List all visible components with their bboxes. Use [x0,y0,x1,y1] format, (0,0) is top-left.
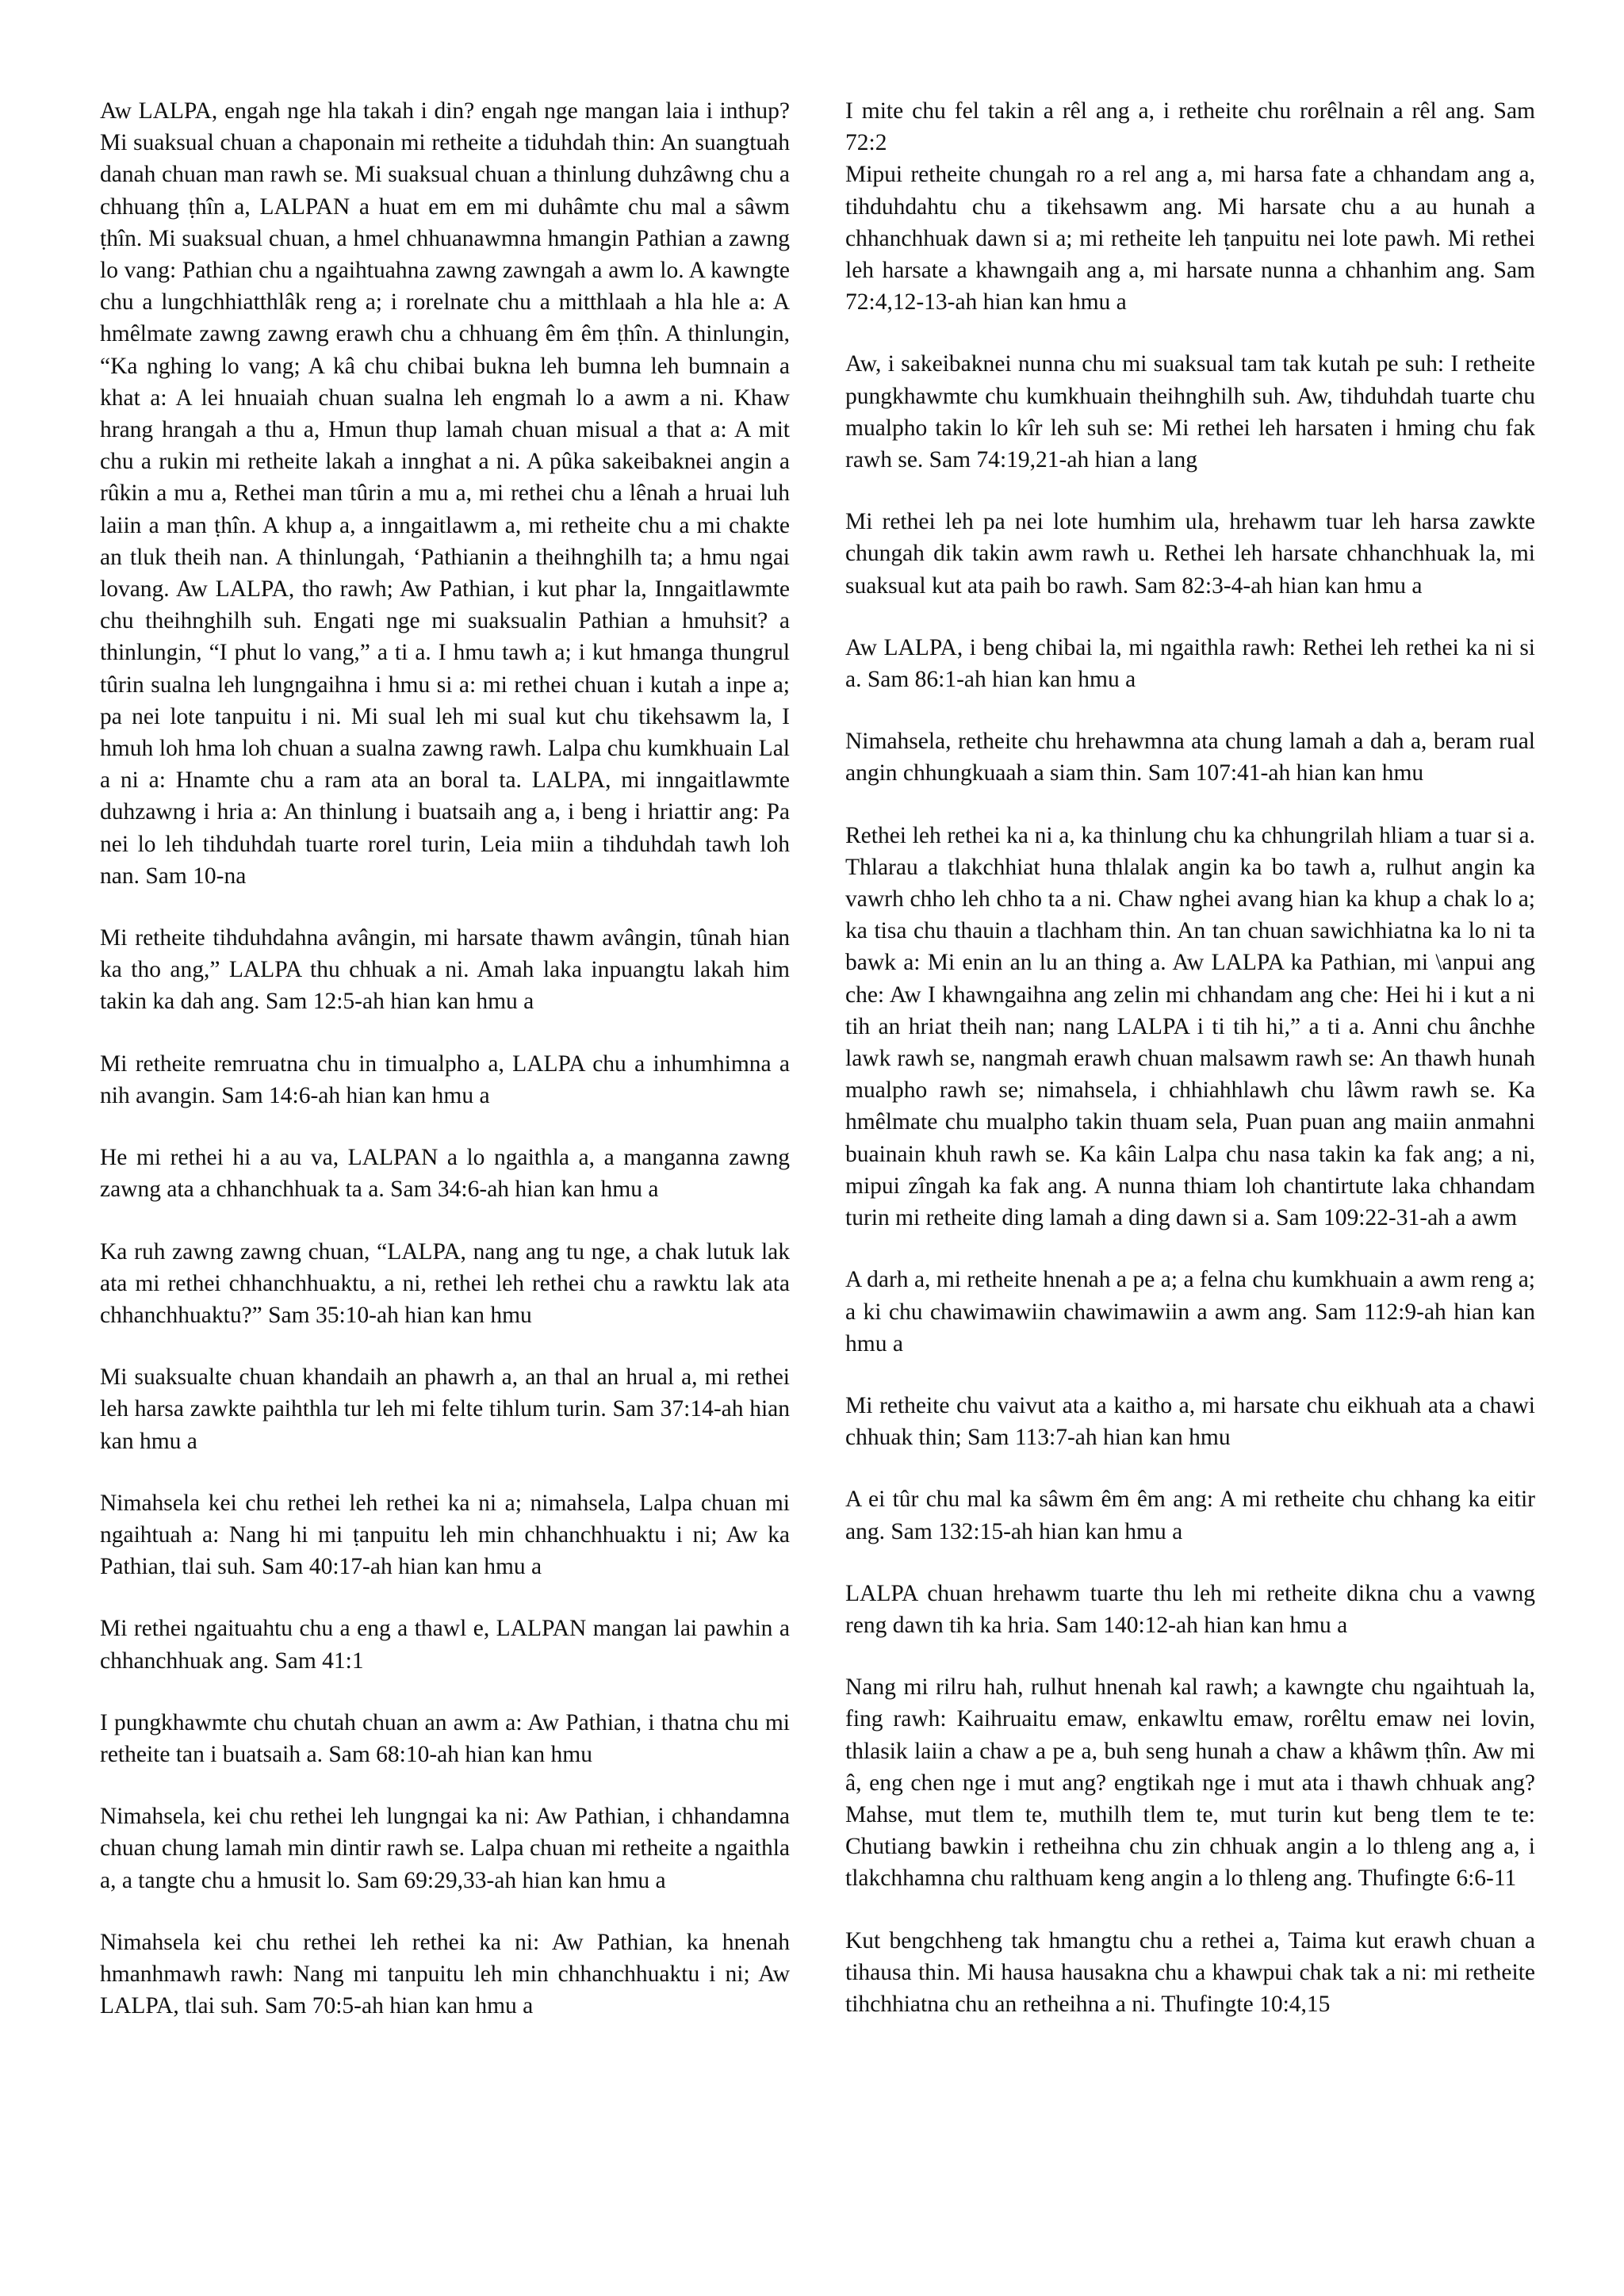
paragraph: Aw LALPA, engah nge hla takah i din? engah nge mangan laia i inthup? Mi suaksual chuan a chaponain mi retheite a tiduhdah thin: An suangtuah danah chuan man rawh se. Mi suaksual chuan a thinlung duhzâwng chu a chhuang ṭhîn a, LALPAN a huat em em mi duhâmte chu mal a sâwm ṭhîn. Mi suaksual chuan, a hmel chhuanawmna hmangin Pathian a zawng lo vang: Pathian chu a ngaihtuahna zawng zawngah a awm lo. A kawngte chu a lungchhiatthlâk reng a; i rorelnate chu a mitthlaah a hla hle a: A hmêlmate zawng zawng erawh chu a chhuang êm êm ṭhîn. A thinlungin, “Ka nghing lo vang; A kâ chu chibai bukna leh bumna leh bumnain a khat a: A lei hnuaiah chuan sualna leh engmah lo a awm a ni. Khaw hrang hrangah a thu a, Hmun thup lamah chuan misual a that a: A mit chu a rukin mi retheite lakah a innghat a ni. A pûka sakeibaknei angin a rûkin a mu a, Rethei man tûrin a mu a, mi rethei chu a lênah a hruai luh laiin a man ṭhîn. A khup a, a inngaitlawm a, mi retheite chu a mi chakte an tluk theih nan. A thinlungah, ‘Pathianin a theihnghilh ta; a hmu ngai lovang. Aw LALPA, tho rawh; Aw Pathian, i kut phar la, Inngaitlawmte chu theihnghilh suh. Engati nge mi suaksualin Pathian a hmuhsit? a thinlungin, “I phut lo vang,” a ti a. I hmu tawh a; i kut hmanga thungrul tûrin sualna leh lungngaihna i hmu si a: mi rethei chuan i kutah a inpe a; pa nei lote tanpuitu i ni. Mi sual leh mi sual kut chu tikehsawm la, I hmuh loh hma loh chuan a sualna zawng rawh. Lalpa chu kumkhuain Lal a ni a: Hnamte chu a ram ata an boral ta. LALPA, mi inngaitlawmte duhzawng i hria a: An thinlung i buatsaih ang a, i beng i hriattir ang: Pa nei lo leh tihduhdah tuarte rorel turin, Leia miin a tihduhdah tawh loh nan. Sam 10-na [100,98,790,889]
paragraph: I mite chu fel takin a rêl ang a, i retheite chu rorêlnain a rêl ang. Sam 72:2 Mipui retheite chungah ro a rel ang a, mi harsa fate a chhandam ang a, tihduhdahtu chu a tikehsawm ang. Mi harsate chu a au hunah a chhanchhuak dawn si a; mi retheite leh ṭanpuitu nei lote pawh. Mi rethei leh harsate a khawngaih ang a, mi harsate nunna a chhanhim ang. Sam 72:4,12-13-ah hian kan hmu a [845,98,1535,316]
paragraph: Mi rethei leh pa nei lote humhim ula, hrehawm tuar leh harsa zawkte chungah dik takin awm rawh u. Rethei leh harsate chhanchhuak la, mi suaksual kut ata paih bo rawh. Sam 82:3-4-ah hian kan hmu a [845,509,1535,599]
paragraph: LALPA chuan hrehawm tuarte thu leh mi retheite dikna chu a vawng reng dawn tih ka hria. Sam 140:12-ah hian kan hmu a [845,1580,1535,1638]
paragraph: Nimahsela kei chu rethei leh rethei ka ni: Aw Pathian, ka hnenah hmanhmawh rawh: Nang mi tanpuitu leh min chhanchhuaktu i ni; Aw LALPA, tlai suh. Sam 70:5-ah hian kan hmu a [100,1929,790,2019]
paragraph: A darh a, mi retheite hnenah a pe a; a felna chu kumkhuain a awm reng a; a ki chu chawimawiin chawimawiin a awm ang. Sam 112:9-ah hian kan hmu a [845,1267,1535,1357]
paragraph: Nimahsela, retheite chu hrehawmna ata chung lamah a dah a, beram rual angin chhungkuaah a siam thin. Sam 107:41-ah hian kan hmu [845,729,1535,786]
right-column [845,95,1535,2050]
paragraph: A ei tûr chu mal ka sâwm êm êm ang: A mi retheite chu chhang ka eitir ang. Sam 132:15-ah hian kan hmu a [845,1487,1535,1544]
left-column [100,95,790,2052]
paragraph: Mi suaksualte chuan khandaih an phawrh a, an thal an hrual a, mi rethei leh harsa zawkte paihthla tur leh mi felte tihlum turin. Sam 37:14-ah hian kan hmu a [100,1364,790,1454]
paragraph: Mi retheite tihduhdahna avângin, mi harsate thawm avângin, tûnah hian ka tho ang,” LALPA thu chhuak a ni. Amah laka inpuangtu lakah him takin ka dah ang. Sam 12:5-ah hian kan hmu a [100,925,790,1015]
paragraph: Mi rethei ngaituahtu chu a eng a thawl e, LALPAN mangan lai pawhin a chhanchhuak ang. Sam 41:1 [100,1616,790,1674]
paragraph: He mi rethei hi a au va, LALPAN a lo ngaithla a, a manganna zawng zawng ata a chhanchhuak ta a. Sam 34:6-ah hian kan hmu a [100,1145,790,1203]
paragraph: Kut bengchheng tak hmangtu chu a rethei a, Taima kut erawh chuan a tihausa thin. Mi hausa hausakna chu a khawpui chak tak a ni: mi retheite tihchhiatna chu an retheihna a ni. Thufingte 10:4,15 [845,1927,1535,2017]
paragraph: I pungkhawmte chu chutah chuan an awm a: Aw Pathian, i thatna chu mi retheite tan i buatsaih a. Sam 68:10-ah hian kan hmu [100,1709,790,1767]
paragraph: Mi retheite remruatna chu in timualpho a, LALPA chu a inhumhimna a nih avangin. Sam 14:6-ah hian kan hmu a [100,1050,790,1108]
paragraph: Nimahsela, kei chu rethei leh lungngai ka ni: Aw Pathian, i chhandamna chuan chung lamah min dintir rawh se. Lalpa chuan mi retheite a ngaithla a, a tangte chu a hmusit lo. Sam 69:29,33-ah hian kan hmu a [100,1804,790,1893]
paragraph: Mi retheite chu vaivut ata a kaitho a, mi harsate chu eikhuah ata a chawi chhuak thin; Sam 113:7-ah hian kan hmu [845,1392,1535,1451]
paragraph: Rethei leh rethei ka ni a, ka thinlung chu ka chhungrilah hliam a tuar si a. Thlarau a tlakchhiat huna thlalak angin ka bo tawh a, rulhut angin ka vawrh chho leh chho ta a ni. Chaw nghei avang hian ka khup a chak lo a; ka tisa chu thauin a tlachham thin. An tan chuan sawichhiatna ka lo ni ta bawk a: Mi enin an lu an thing a. Aw LALPA ka Pathian, mi \anpui ang che: Aw I khawngaihna ang zelin mi chhandam ang che: Hei hi i kut a ni tih an hriat theih nan; nang LALPA i ti tih hi,” a ti a. Anni chu ânchhe lawk rawh se, nangmah erawh chuan malsawm rawh se: An thawh hunah mualpho rawh se; nimahsela, i chhiahhlawh chu lâwm rawh se. Ka hmêlmate chu mualpho takin thuam sela, Puan puan ang maiin anmahni buainain khuh rawh se. Ka kâin Lalpa chu nasa takin ka fak ang; a ni, mipui zîngah ka fak ang. A nunna thiam loh chantirtute laka chhandam turin mi retheite ding lamah a ding dawn si a. Sam 109:22-31-ah a awm [845,822,1535,1231]
paragraph: Nimahsela kei chu rethei leh rethei ka ni a; nimahsela, Lalpa chuan mi ngaihtuah a: Nang hi mi ṭanpuitu leh min chhanchhuaktu i ni; Aw ka Pathian, tlai suh. Sam 40:17-ah hian kan hmu a [100,1490,790,1580]
paragraph: Ka ruh zawng zawng chuan, “LALPA, nang ang tu nge, a chak lutuk lak ata mi rethei chhanchhuaktu, a ni, rethei leh rethei chu a rawktu lak ata chhanchhuaktu?” Sam 35:10-ah hian kan hmu [100,1238,790,1328]
paragraph: Nang mi rilru hah, rulhut hnenah kal rawh; a kawngte chu ngaihtuah la, fing rawh: Kaihruaitu emaw, enkawltu emaw, rorêltu emaw nei lovin, thlasik laiin a chaw a pe a, buh seng hunah a chaw a khâwm ṭhîn. Aw mi â, eng chen nge i mut ang? engtikah nge i mut ata i thawh chhuak ang? Mahse, mut tlem te, muthilh tlem te, mut turin kut beng tlem te te: Chutiang bawkin i retheihna chu zin chhuak angin a lo thleng ang a, i tlakchhamna chu ralthuam keng angin a lo thleng ang. Thufingte 6:6-11 [845,1674,1535,1892]
paragraph: Aw LALPA, i beng chibai la, mi ngaithla rawh: Rethei leh rethei ka ni si a. Sam 86:1-ah hian kan hmu a [845,634,1535,693]
paragraph: Aw, i sakeibaknei nunna chu mi suaksual tam tak kutah pe suh: I retheite pungkhawmte chu kumkhuain theihnghilh suh. Aw, tihduhdah tuarte chu mualpho takin lo kîr leh suh se: Mi rethei leh harsaten i hming chu fak rawh se. Sam 74:19,21-ah hian a lang [845,351,1535,473]
